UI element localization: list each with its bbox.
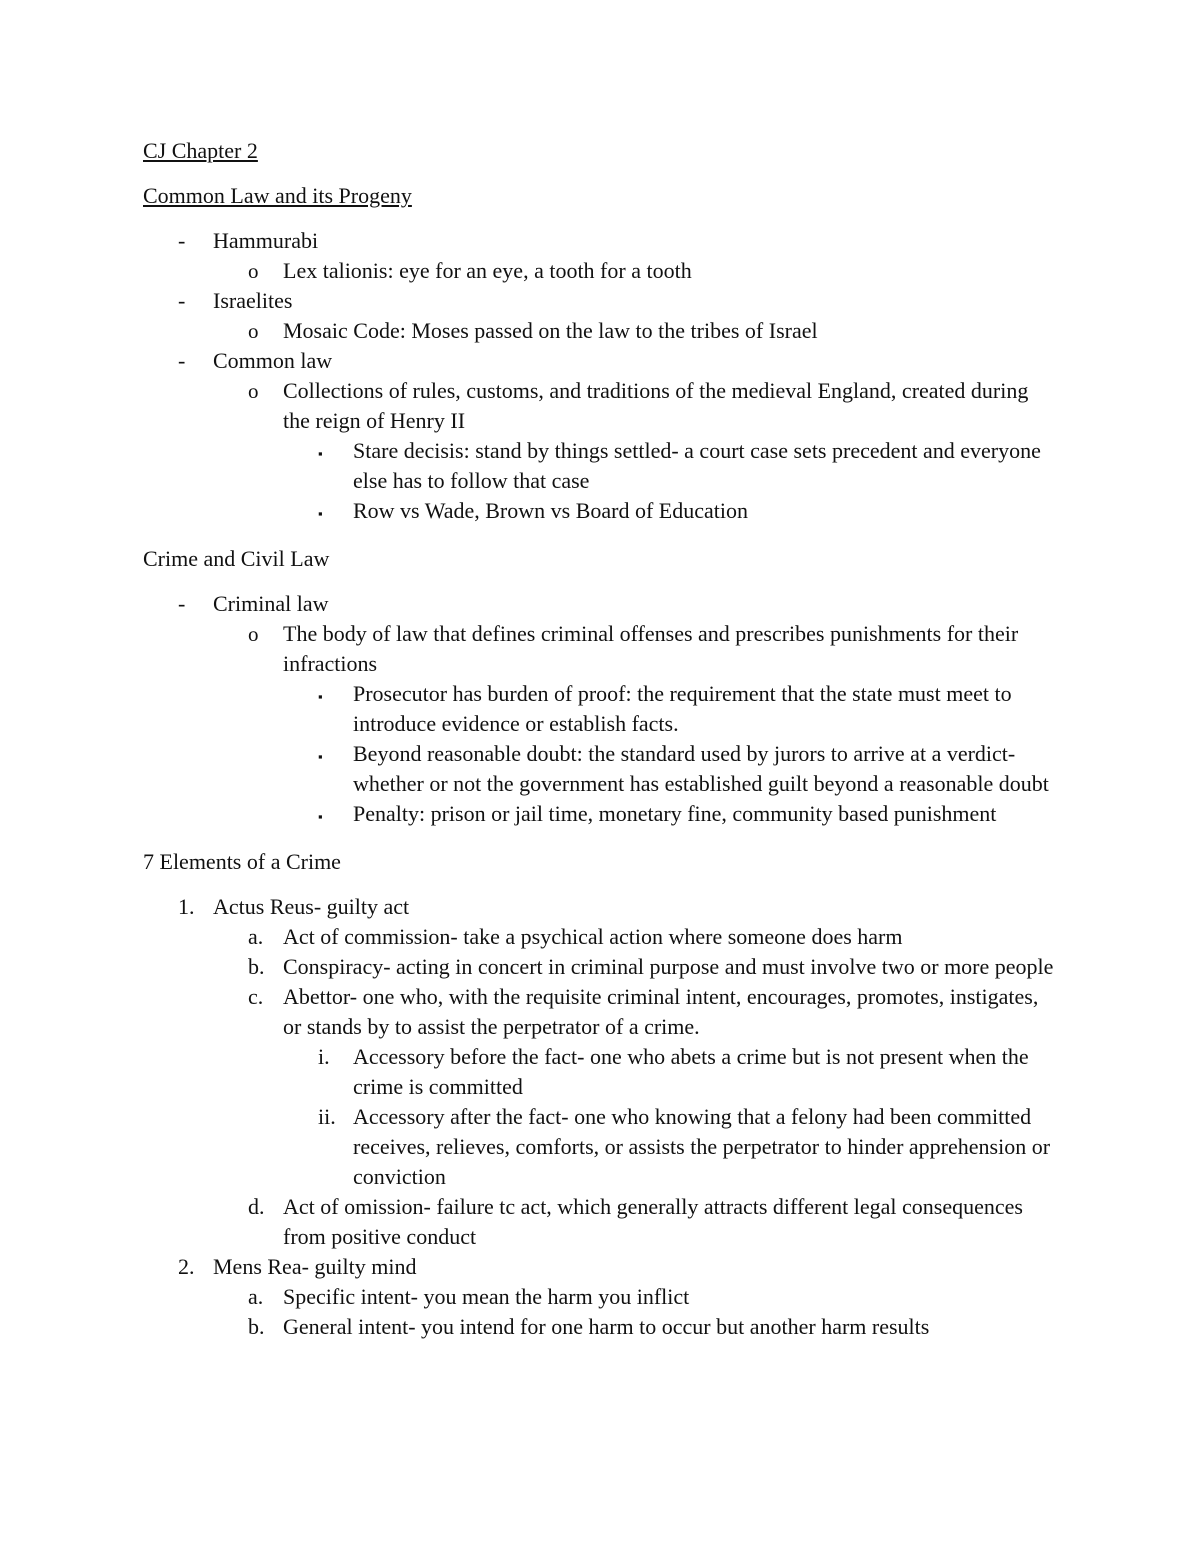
list-item-text: Act of commission- take a psychical action where someone does harm bbox=[283, 924, 903, 949]
list-item bbox=[143, 1312, 1057, 1342]
list-item-text: Collections of rules, customs, and traditions of the medieval England, created during the reign of Henry II bbox=[283, 378, 1029, 433]
list-item-text: Israelites bbox=[213, 288, 293, 313]
list-item bbox=[143, 436, 1057, 496]
list-item bbox=[143, 256, 1057, 286]
list-block bbox=[143, 589, 1057, 832]
item-number-label: i. bbox=[318, 1044, 330, 1069]
list-item-text: Mosaic Code: Moses passed on the law to the tribes of Israel bbox=[283, 318, 818, 343]
list-item-text: Mens Rea- guilty mind bbox=[213, 1254, 417, 1279]
item-number-label: b. bbox=[248, 1314, 265, 1339]
section-heading: 7 Elements of a Crime bbox=[143, 849, 341, 874]
list-item-text: Act of omission- failure tc act, which generally attracts different legal consequences from positive conduct bbox=[283, 1194, 1023, 1249]
list-item-text: Common law bbox=[213, 348, 333, 373]
list-item bbox=[143, 679, 1057, 739]
bullet-dash-icon: - bbox=[178, 591, 186, 616]
list-item-text: Penalty: prison or jail time, monetary fine, community based punishment bbox=[353, 801, 997, 826]
list-item bbox=[143, 952, 1057, 982]
bullet-square-icon: ▪ bbox=[318, 506, 323, 521]
list-item bbox=[143, 1192, 1057, 1252]
bullet-square-icon: ▪ bbox=[318, 446, 323, 461]
list-item bbox=[143, 496, 1057, 529]
list-item-text: Accessory after the fact- one who knowing that a felony had been committed receives, relieves, comforts, or assists the perpetrator to hinder apprehension or conviction bbox=[353, 1104, 1051, 1189]
list-item-text: Lex talionis: eye for an eye, a tooth for a tooth bbox=[283, 258, 692, 283]
list-item bbox=[143, 316, 1057, 346]
list-item bbox=[143, 982, 1057, 1042]
section-heading: CJ Chapter 2 bbox=[143, 138, 258, 163]
list-item-text: Conspiracy- acting in concert in criminal purpose and must involve two or more people bbox=[283, 954, 1054, 979]
list-item bbox=[143, 226, 1057, 256]
bullet-circle-icon: o bbox=[248, 319, 259, 343]
bullet-square-icon: ▪ bbox=[318, 689, 323, 704]
list-item bbox=[143, 1042, 1057, 1102]
item-number-label: 1. bbox=[178, 894, 195, 919]
list-item-text: Actus Reus- guilty act bbox=[213, 894, 410, 919]
bullet-circle-icon: o bbox=[248, 379, 259, 403]
bullet-dash-icon: - bbox=[178, 348, 186, 373]
list-item-text: Prosecutor has burden of proof: the requirement that the state must meet to introduce evidence or establish facts. bbox=[353, 681, 1012, 736]
bullet-dash-icon: - bbox=[178, 288, 186, 313]
list-block bbox=[143, 892, 1057, 1342]
list-block bbox=[143, 226, 1057, 529]
list-item-text: Beyond reasonable doubt: the standard used by jurors to arrive at a verdict- whether or not the government has established guilt beyond a reasonable doubt bbox=[353, 741, 1049, 796]
item-number-label: d. bbox=[248, 1194, 265, 1219]
list-item-text: The body of law that defines criminal offenses and prescribes punishments for their infractions bbox=[283, 621, 1019, 676]
section-heading: Common Law and its Progeny bbox=[143, 183, 412, 208]
list-item-text: Accessory before the fact- one who abets a crime but is not present when the crime is committed bbox=[353, 1044, 1029, 1099]
bullet-dash-icon: - bbox=[178, 228, 186, 253]
list-item bbox=[143, 1252, 1057, 1282]
list-item bbox=[143, 739, 1057, 799]
list-item-text: Row vs Wade, Brown vs Board of Education bbox=[353, 498, 748, 523]
bullet-square-icon: ▪ bbox=[318, 749, 323, 764]
bullet-circle-icon: o bbox=[248, 622, 259, 646]
item-number-label: 2. bbox=[178, 1254, 195, 1279]
section-heading: Crime and Civil Law bbox=[143, 546, 330, 571]
list-item bbox=[143, 799, 1057, 832]
list-item-text: Specific intent- you mean the harm you inflict bbox=[283, 1284, 690, 1309]
bullet-circle-icon: o bbox=[248, 259, 259, 283]
list-item-text: Stare decisis: stand by things settled- a court case sets precedent and everyone else has to follow that case bbox=[353, 438, 1041, 493]
list-item bbox=[143, 1102, 1057, 1192]
list-item bbox=[143, 922, 1057, 952]
list-item bbox=[143, 892, 1057, 922]
list-item bbox=[143, 619, 1057, 679]
item-number-label: ii. bbox=[318, 1104, 336, 1129]
item-number-label: c. bbox=[248, 984, 264, 1009]
list-item bbox=[143, 286, 1057, 316]
item-number-label: a. bbox=[248, 1284, 264, 1309]
list-item-text: Hammurabi bbox=[213, 228, 319, 253]
list-item-text: Abettor- one who, with the requisite criminal intent, encourages, promotes, instigates, or stands by to assist the perpetrator of a crime. bbox=[283, 984, 1039, 1039]
list-item-text: Criminal law bbox=[213, 591, 329, 616]
item-number-label: a. bbox=[248, 924, 264, 949]
list-item-text: General intent- you intend for one harm to occur but another harm results bbox=[283, 1314, 930, 1339]
bullet-square-icon: ▪ bbox=[318, 809, 323, 824]
list-item bbox=[143, 1282, 1057, 1312]
list-item bbox=[143, 346, 1057, 376]
list-item bbox=[143, 589, 1057, 619]
item-number-label: b. bbox=[248, 954, 265, 979]
list-item bbox=[143, 376, 1057, 436]
